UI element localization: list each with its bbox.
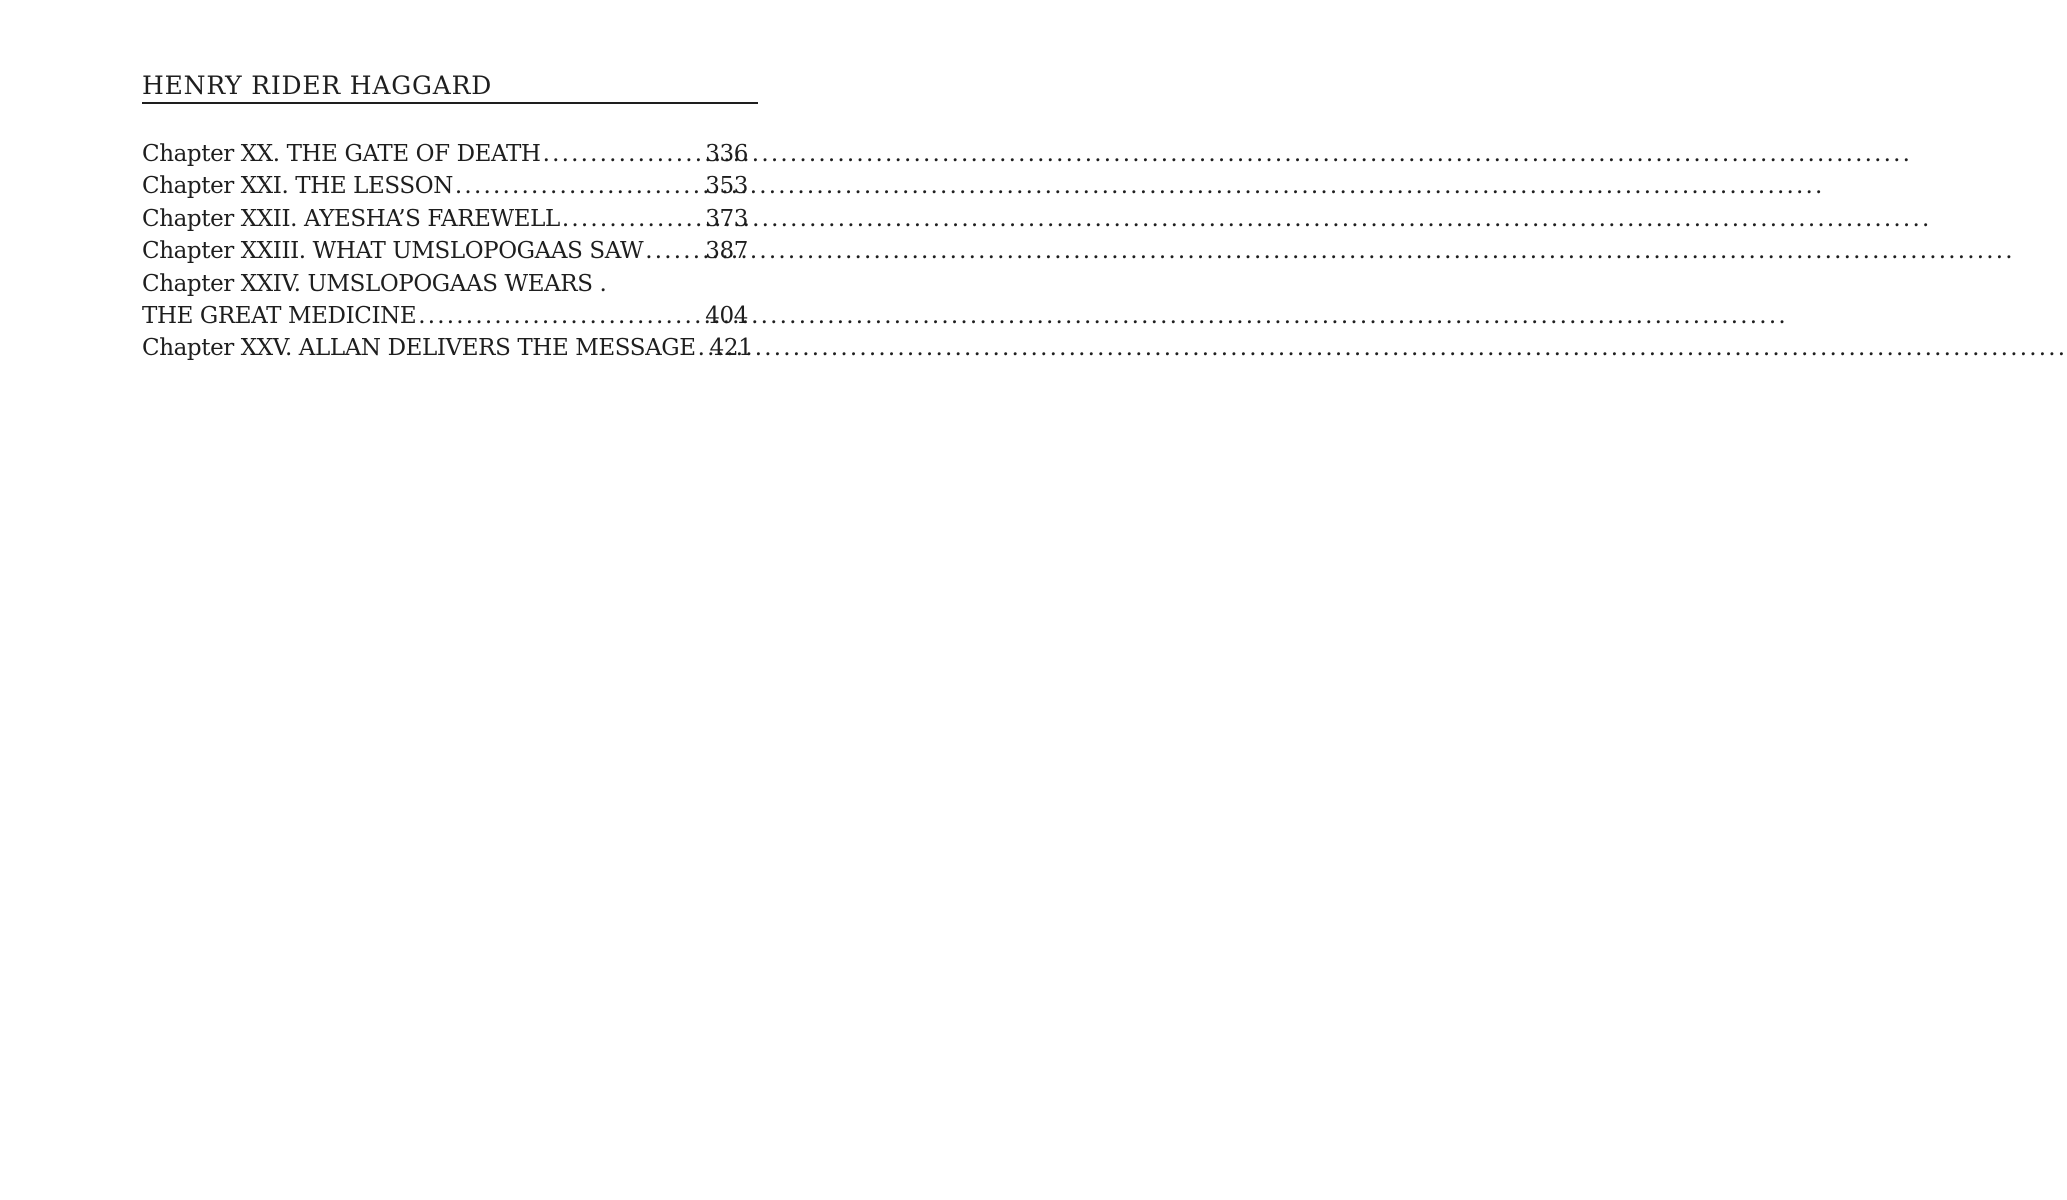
toc-entry-title: Chapter XXII. AYESHA’S FAREWELL bbox=[142, 205, 560, 232]
toc-entry-page-number: 421 bbox=[709, 335, 753, 362]
toc-entry-chapter-xxiii[interactable] bbox=[142, 235, 748, 267]
toc-entry-chapter-xxiv-line-2[interactable] bbox=[142, 300, 748, 332]
dot-leader bbox=[418, 300, 703, 332]
toc-entry-page-number: 336 bbox=[705, 141, 748, 167]
toc-entry-chapter-xxi[interactable] bbox=[142, 170, 748, 202]
toc-entry-title: THE GREAT MEDICINE bbox=[142, 302, 417, 329]
toc-entry-title: Chapter XXIV. UMSLOPOGAAS WEARS . bbox=[142, 270, 607, 297]
toc-entry-page-number: 387 bbox=[705, 238, 748, 265]
toc-entry-title: Chapter XXV. ALLAN DELIVERS THE MESSAGE bbox=[142, 335, 696, 362]
toc-entry-title: Chapter XXI. THE LESSON bbox=[142, 173, 453, 200]
toc-entry-page-number: 373 bbox=[705, 205, 748, 232]
toc-entry-title: Chapter XX. THE GATE OF DEATH bbox=[142, 141, 541, 167]
dot-leader bbox=[698, 332, 708, 364]
running-header bbox=[142, 66, 758, 104]
toc-entry-title: Chapter XXIII. WHAT UMSLOPOGAAS SAW bbox=[142, 238, 644, 265]
running-header-title: HENRY RIDER HAGGARD bbox=[142, 71, 493, 100]
toc-entry-chapter-xxii[interactable] bbox=[142, 203, 748, 235]
table-of-contents bbox=[142, 138, 753, 365]
toc-entry-chapter-xx[interactable] bbox=[142, 138, 748, 170]
toc-entry-chapter-xxv[interactable] bbox=[142, 332, 753, 364]
toc-entry-chapter-xxiv-line-1[interactable] bbox=[142, 268, 748, 300]
dot-leader bbox=[645, 235, 703, 267]
dot-leader bbox=[543, 138, 704, 170]
toc-entry-page-number: 353 bbox=[705, 173, 748, 200]
dot-leader bbox=[455, 170, 703, 202]
dot-leader bbox=[562, 203, 703, 235]
toc-entry-page-number: 404 bbox=[705, 302, 748, 329]
